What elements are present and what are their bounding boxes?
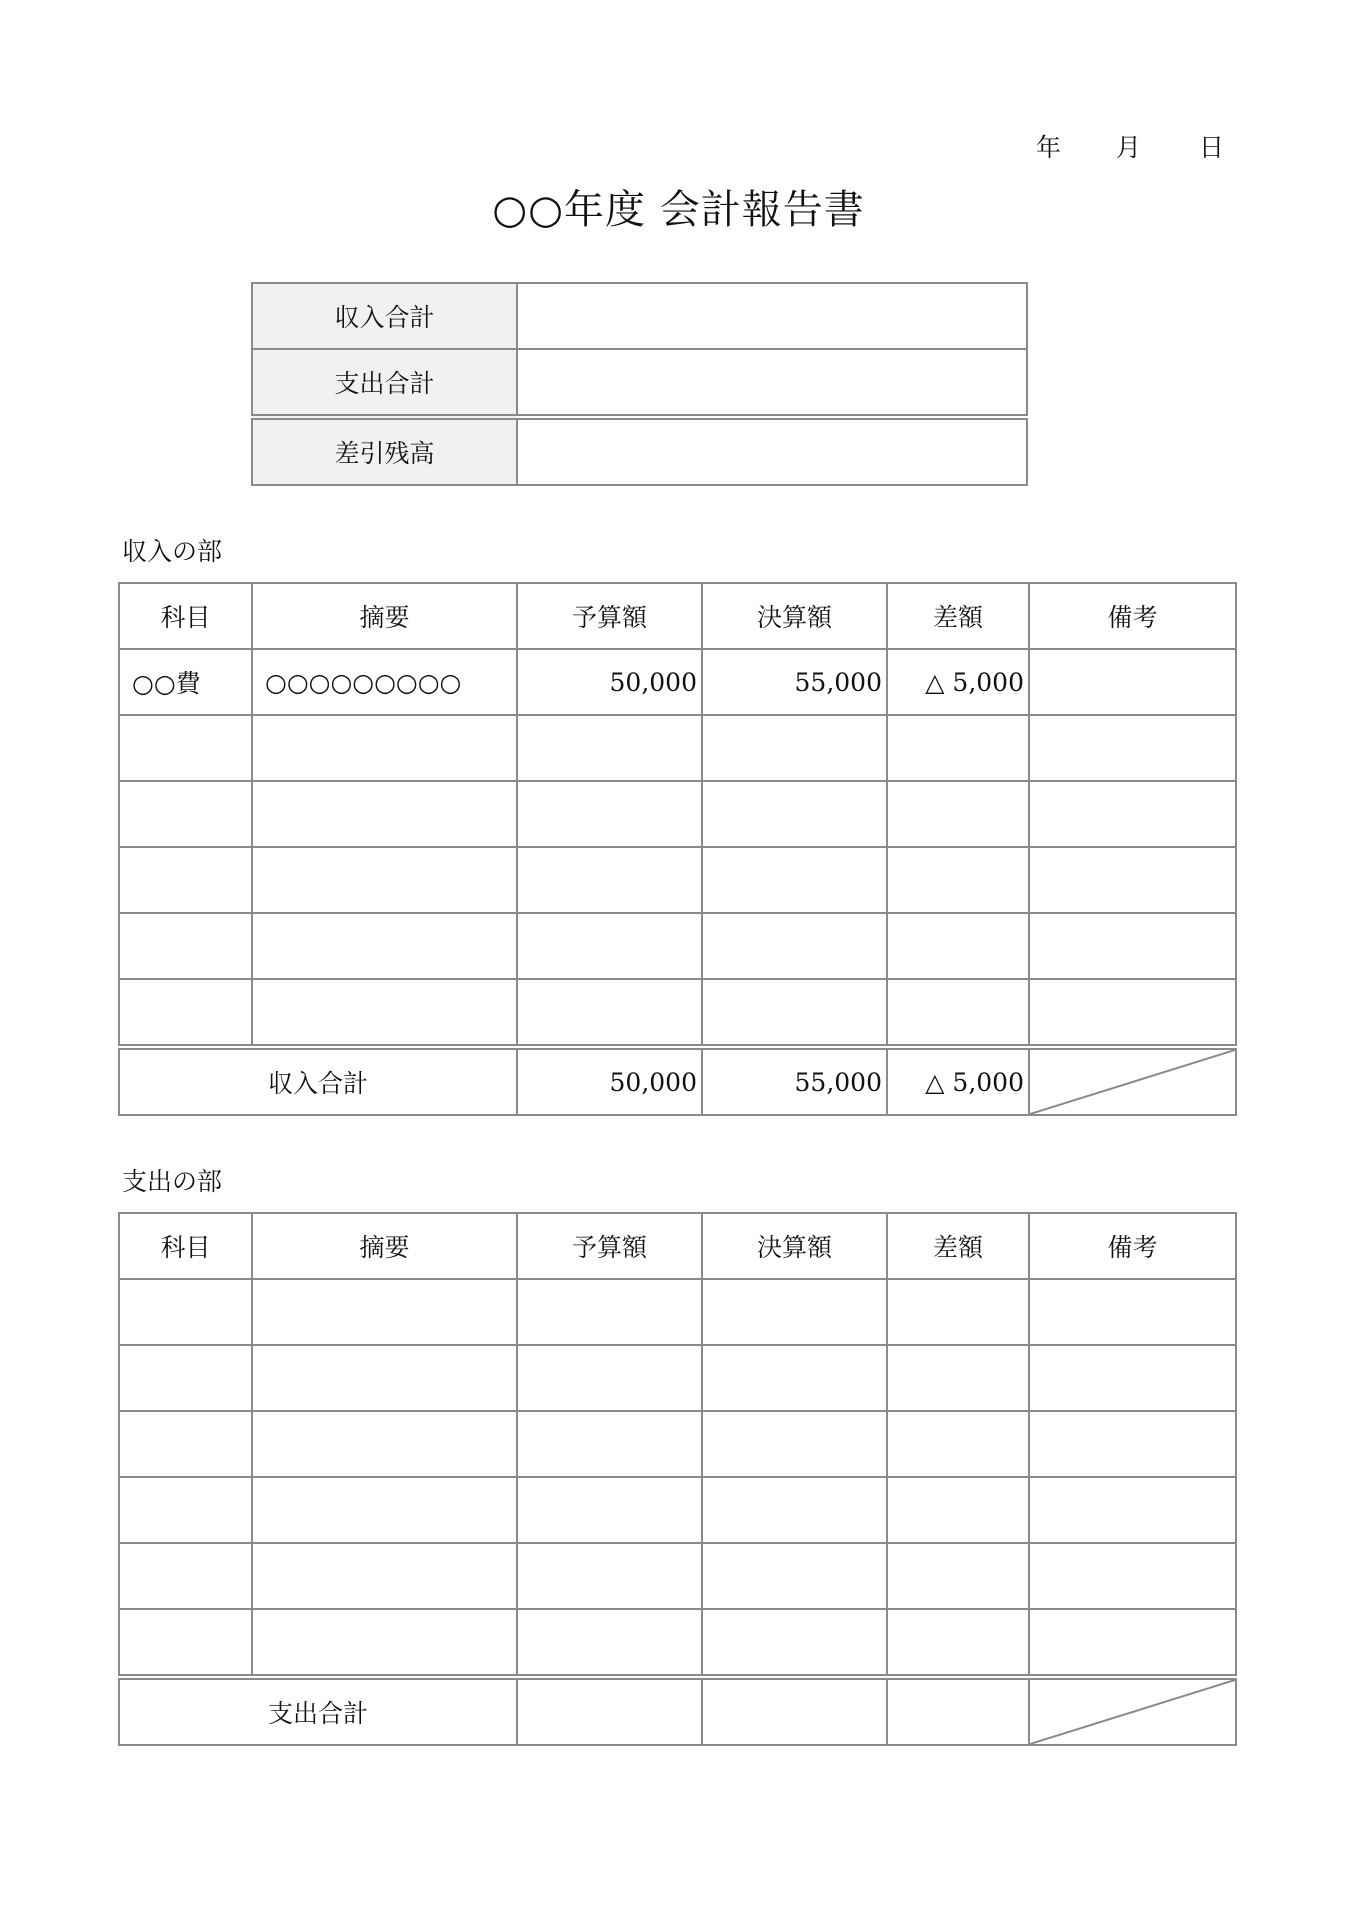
cell-remarks[interactable]	[1029, 649, 1236, 715]
cell-item[interactable]	[119, 1345, 252, 1411]
total-label: 収入合計	[119, 1047, 517, 1115]
expense-section-heading: 支出の部	[122, 1167, 223, 1196]
summary-label: 支出合計	[252, 349, 517, 417]
column-header: 予算額	[517, 583, 702, 649]
cell-difference[interactable]: △ 5,000	[887, 649, 1029, 715]
cell-description[interactable]	[252, 913, 517, 979]
cell-item[interactable]	[119, 1543, 252, 1609]
date-month-label: 月	[1116, 133, 1142, 162]
cell-budget[interactable]	[517, 1345, 702, 1411]
column-header: 決算額	[702, 583, 887, 649]
summary-row-expense	[252, 349, 1027, 417]
cell-difference[interactable]	[887, 847, 1029, 913]
income-total-row	[119, 1047, 1236, 1115]
cell-item[interactable]	[119, 1609, 252, 1677]
column-header: 差額	[887, 1213, 1029, 1279]
cell-remarks[interactable]	[1029, 781, 1236, 847]
cell-description[interactable]	[252, 1477, 517, 1543]
summary-label: 差引残高	[252, 417, 517, 485]
summary-row-income	[252, 283, 1027, 349]
cell-remarks[interactable]	[1029, 1411, 1236, 1477]
total-actual[interactable]: 55,000	[702, 1047, 887, 1115]
column-header: 予算額	[517, 1213, 702, 1279]
cell-actual[interactable]	[702, 781, 887, 847]
cell-remarks[interactable]	[1029, 1609, 1236, 1677]
summary-value-field[interactable]	[517, 417, 1027, 485]
cell-remarks[interactable]	[1029, 979, 1236, 1047]
cell-item[interactable]	[119, 715, 252, 781]
table-row	[119, 715, 1236, 781]
cell-difference[interactable]	[887, 1411, 1029, 1477]
diagonal-strike-icon	[1030, 1680, 1235, 1744]
cell-difference[interactable]	[887, 1477, 1029, 1543]
column-header: 摘要	[252, 583, 517, 649]
cell-description[interactable]	[252, 1279, 517, 1345]
cell-difference[interactable]	[887, 1345, 1029, 1411]
cell-difference[interactable]	[887, 715, 1029, 781]
total-budget[interactable]	[517, 1677, 702, 1745]
cell-difference[interactable]	[887, 913, 1029, 979]
table-row	[119, 979, 1236, 1047]
cell-item[interactable]	[119, 1279, 252, 1345]
cell-remarks[interactable]	[1029, 715, 1236, 781]
expense-table	[118, 1212, 1237, 1746]
table-header-row	[119, 1213, 1236, 1279]
cell-remarks[interactable]	[1029, 1345, 1236, 1411]
cell-actual[interactable]	[702, 715, 887, 781]
income-section-heading: 収入の部	[122, 537, 223, 566]
cell-budget[interactable]	[517, 1411, 702, 1477]
cell-budget[interactable]	[517, 715, 702, 781]
column-header: 科目	[119, 1213, 252, 1279]
cell-description[interactable]	[252, 1543, 517, 1609]
column-header: 決算額	[702, 1213, 887, 1279]
cell-budget[interactable]	[517, 979, 702, 1047]
column-header: 差額	[887, 583, 1029, 649]
cell-actual[interactable]	[702, 1543, 887, 1609]
table-row	[119, 1279, 1236, 1345]
column-header: 備考	[1029, 583, 1236, 649]
cell-description[interactable]	[252, 979, 517, 1047]
cell-description[interactable]	[252, 847, 517, 913]
cell-description[interactable]	[252, 715, 517, 781]
cell-budget[interactable]	[517, 781, 702, 847]
table-row	[119, 913, 1236, 979]
total-remarks-crossed	[1029, 1677, 1236, 1745]
total-label: 支出合計	[119, 1677, 517, 1745]
total-actual[interactable]	[702, 1677, 887, 1745]
cell-actual[interactable]	[702, 847, 887, 913]
cell-item[interactable]	[119, 781, 252, 847]
cell-item[interactable]	[119, 1411, 252, 1477]
cell-item[interactable]	[119, 979, 252, 1047]
cell-description[interactable]	[252, 1411, 517, 1477]
date-year-label: 年	[1036, 133, 1062, 162]
cell-item[interactable]	[119, 1477, 252, 1543]
summary-label: 収入合計	[252, 283, 517, 349]
cell-description[interactable]	[252, 1345, 517, 1411]
cell-difference[interactable]	[887, 1543, 1029, 1609]
table-row	[119, 1609, 1236, 1677]
total-budget[interactable]: 50,000	[517, 1047, 702, 1115]
table-row	[119, 781, 1236, 847]
cell-difference[interactable]	[887, 979, 1029, 1047]
cell-actual[interactable]	[702, 1477, 887, 1543]
cell-difference[interactable]	[887, 1279, 1029, 1345]
cell-budget[interactable]	[517, 913, 702, 979]
cell-item[interactable]: ○○費	[119, 649, 252, 715]
date-day-label: 日	[1199, 133, 1225, 162]
cell-remarks[interactable]	[1029, 1279, 1236, 1345]
table-row	[119, 649, 1236, 715]
cell-actual[interactable]	[702, 1345, 887, 1411]
summary-row-balance	[252, 417, 1027, 485]
cell-remarks[interactable]	[1029, 847, 1236, 913]
cell-description[interactable]: ○○○○○○○○○	[252, 649, 517, 715]
cell-difference[interactable]	[887, 1609, 1029, 1677]
cell-budget[interactable]	[517, 1279, 702, 1345]
column-header: 摘要	[252, 1213, 517, 1279]
total-difference[interactable]: △ 5,000	[887, 1047, 1029, 1115]
cell-remarks[interactable]	[1029, 1543, 1236, 1609]
table-header-row	[119, 583, 1236, 649]
cell-budget[interactable]	[517, 1477, 702, 1543]
cell-actual[interactable]	[702, 913, 887, 979]
cell-actual[interactable]: 55,000	[702, 649, 887, 715]
diagonal-strike-icon	[1030, 1050, 1235, 1114]
cell-budget[interactable]: 50,000	[517, 649, 702, 715]
cell-remarks[interactable]	[1029, 1477, 1236, 1543]
cell-remarks[interactable]	[1029, 913, 1236, 979]
total-difference[interactable]	[887, 1677, 1029, 1745]
column-header: 備考	[1029, 1213, 1236, 1279]
table-row	[119, 1477, 1236, 1543]
table-row	[119, 1411, 1236, 1477]
summary-value-field[interactable]	[517, 283, 1027, 349]
cell-budget[interactable]	[517, 1543, 702, 1609]
cell-difference[interactable]	[887, 781, 1029, 847]
cell-item[interactable]	[119, 847, 252, 913]
cell-budget[interactable]	[517, 1609, 702, 1677]
cell-actual[interactable]	[702, 1609, 887, 1677]
cell-actual[interactable]	[702, 979, 887, 1047]
table-row	[119, 847, 1236, 913]
summary-table	[251, 282, 1028, 486]
cell-item[interactable]	[119, 913, 252, 979]
summary-value-field[interactable]	[517, 349, 1027, 417]
cell-actual[interactable]	[702, 1279, 887, 1345]
cell-description[interactable]	[252, 781, 517, 847]
income-table	[118, 582, 1237, 1116]
table-row	[119, 1543, 1236, 1609]
cell-description[interactable]	[252, 1609, 517, 1677]
page-title: ○○年度 会計報告書	[492, 187, 865, 233]
expense-total-row	[119, 1677, 1236, 1745]
table-row	[119, 1345, 1236, 1411]
cell-budget[interactable]	[517, 847, 702, 913]
column-header: 科目	[119, 583, 252, 649]
cell-actual[interactable]	[702, 1411, 887, 1477]
total-remarks-crossed	[1029, 1047, 1236, 1115]
